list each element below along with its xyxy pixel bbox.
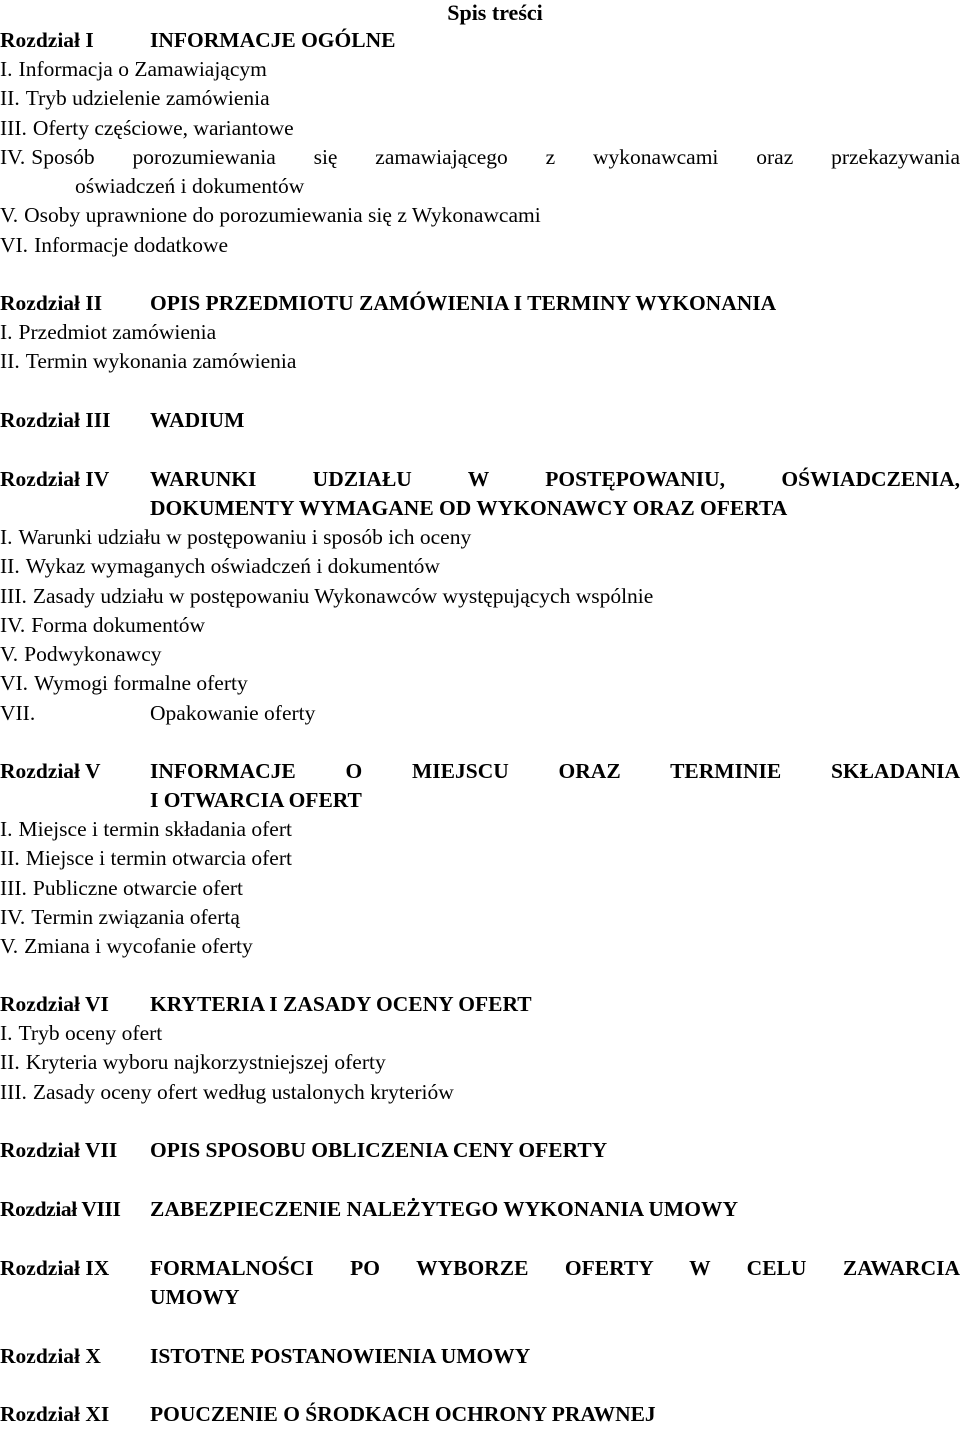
- toc-item: [0, 874, 960, 903]
- toc-item: [0, 114, 960, 143]
- chapter-title: FORMALNOŚCI PO WYBORZE OFERTY W CELU ZAWARCIA: [150, 1256, 960, 1280]
- chapter-heading: [0, 465, 960, 523]
- item-label-continuation: oświadczeń i dokumentów: [75, 174, 305, 199]
- chapter-title-wrap: [150, 465, 960, 523]
- chapter-title: OPIS PRZEDMIOTU ZAMÓWIENIA I TERMINY WYKONANIA: [150, 291, 777, 315]
- chapter-title-wrap: [150, 757, 960, 815]
- item-label: Informacja o Zamawiającym: [18, 57, 267, 81]
- item-label: Wymogi formalne oferty: [34, 671, 248, 696]
- chapter-title: WADIUM: [150, 408, 245, 432]
- toc-title: [0, 0, 960, 26]
- chapter-label: Rozdział I: [0, 28, 94, 52]
- item-label: Osoby uprawnione do porozumiewania się z Wykonawcami: [24, 203, 541, 228]
- toc-item: [0, 231, 960, 260]
- item-number: VI.: [0, 671, 29, 696]
- chapter-label: Rozdział II: [0, 291, 103, 315]
- chapter-title: ISTOTNE POSTANOWIENIA UMOWY: [150, 1344, 531, 1368]
- chapter-label: Rozdział X: [0, 1344, 101, 1368]
- item-number: II.: [0, 846, 20, 871]
- chapter-1: [0, 26, 960, 260]
- chapter-items: [0, 815, 960, 961]
- toc-item: [0, 84, 960, 113]
- item-label: Oferty częściowe, wariantowe: [32, 115, 294, 140]
- toc-item: [0, 318, 960, 347]
- item-number: VII.: [0, 700, 36, 725]
- item-number: I.: [0, 1021, 13, 1045]
- item-label: Kryteria wyboru najkorzystniejszej oferty: [25, 1050, 386, 1075]
- toc-item: [0, 815, 960, 844]
- toc-item: [0, 903, 960, 932]
- toc-item: [0, 669, 960, 698]
- item-number: II.: [0, 86, 20, 111]
- item-number: V.: [0, 642, 19, 667]
- item-number: I.: [0, 817, 13, 841]
- chapter-8: [0, 1195, 960, 1224]
- chapter-items: [0, 318, 960, 377]
- item-number: III.: [0, 115, 27, 140]
- chapter-label: Rozdział XI: [0, 1402, 110, 1426]
- toc-item: [0, 55, 960, 84]
- chapter-label: Rozdział III: [0, 408, 111, 432]
- toc-title-text: Spis treści: [447, 0, 543, 25]
- chapter-heading: [0, 1136, 960, 1165]
- item-label: Zasady udziału w postępowaniu Wykonawców występujących wspólnie: [32, 583, 654, 608]
- chapter-heading: [0, 289, 960, 318]
- toc-item: [0, 611, 960, 640]
- item-label: Tryb oceny ofert: [18, 1021, 163, 1045]
- toc-item: [0, 201, 960, 230]
- item-label: Zmiana i wycofanie oferty: [24, 934, 253, 959]
- item-number: III.: [0, 875, 27, 900]
- toc-item: [0, 143, 960, 172]
- chapter-heading: [0, 26, 960, 55]
- chapter-heading: [0, 1400, 960, 1429]
- chapter-label: Rozdział IX: [0, 1256, 110, 1280]
- chapter-4: [0, 465, 960, 728]
- item-number: II.: [0, 349, 20, 374]
- item-label: Przedmiot zamówienia: [18, 320, 217, 344]
- toc-item: [0, 844, 960, 873]
- toc-item: [0, 640, 960, 669]
- item-number: III.: [0, 583, 27, 608]
- chapter-6: [0, 990, 960, 1107]
- chapter-label: Rozdział IV: [0, 467, 110, 491]
- item-number: I.: [0, 57, 13, 81]
- toc-item: [0, 347, 960, 376]
- chapter-heading: [0, 1254, 960, 1312]
- chapter-items: [0, 1019, 960, 1107]
- toc-item: [0, 932, 960, 961]
- chapter-title-line2: UMOWY: [150, 1285, 240, 1309]
- chapter-title: ZABEZPIECZENIE NALEŻYTEGO WYKONANIA UMOWY: [150, 1197, 738, 1221]
- chapter-2: [0, 289, 960, 377]
- item-number: VI.: [0, 232, 29, 257]
- toc-item: [0, 1019, 960, 1048]
- chapter-heading: [0, 406, 960, 435]
- chapter-heading: [0, 757, 960, 815]
- item-label: Termin związania ofertą: [31, 904, 240, 929]
- item-label: Tryb udzielenie zamówienia: [25, 86, 270, 111]
- item-label: Termin wykonania zamówienia: [25, 349, 297, 374]
- toc-item: [0, 699, 960, 728]
- chapter-title-line2: DOKUMENTY WYMAGANE OD WYKONAWCY ORAZ OFERTA: [150, 496, 788, 520]
- toc-item: [0, 1048, 960, 1077]
- chapter-7: [0, 1136, 960, 1165]
- chapter-title: OPIS SPOSOBU OBLICZENIA CENY OFERTY: [150, 1138, 608, 1162]
- item-number: IV.: [0, 144, 26, 169]
- item-number: IV.: [0, 612, 26, 637]
- item-label: Podwykonawcy: [24, 642, 162, 667]
- chapter-heading: [0, 1195, 960, 1224]
- item-label: Publiczne otwarcie ofert: [32, 875, 243, 900]
- item-label: Wykaz wymaganych oświadczeń i dokumentów: [25, 554, 440, 579]
- chapter-items: [0, 55, 960, 260]
- item-number: II.: [0, 1050, 20, 1075]
- item-label: Miejsce i termin otwarcia ofert: [25, 846, 292, 871]
- chapter-heading: [0, 990, 960, 1019]
- chapter-items: [0, 523, 960, 728]
- item-number: V.: [0, 203, 19, 228]
- chapter-label: Rozdział V: [0, 759, 101, 783]
- toc-item: [0, 552, 960, 581]
- item-label: Opakowanie oferty: [150, 700, 316, 725]
- item-label: Miejsce i termin składania ofert: [18, 817, 292, 841]
- chapter-3: [0, 406, 960, 435]
- item-label: Informacje dodatkowe: [34, 232, 229, 257]
- chapter-5: [0, 757, 960, 961]
- chapter-9: [0, 1254, 960, 1312]
- chapter-label: Rozdział VIII: [0, 1197, 121, 1221]
- chapter-heading: [0, 1342, 960, 1371]
- item-label: Forma dokumentów: [31, 612, 206, 637]
- chapter-label: Rozdział VI: [0, 992, 109, 1016]
- chapter-title: WARUNKI UDZIAŁU W POSTĘPOWANIU, OŚWIADCZENIA,: [150, 467, 960, 491]
- toc-item: [0, 582, 960, 611]
- item-number: III.: [0, 1079, 27, 1104]
- chapter-title: INFORMACJE O MIEJSCU ORAZ TERMINIE SKŁADANIA: [150, 759, 960, 783]
- item-number: I.: [0, 525, 13, 549]
- chapter-title: KRYTERIA I ZASADY OCENY OFERT: [150, 992, 532, 1016]
- item-number: I.: [0, 320, 13, 344]
- chapter-10: [0, 1342, 960, 1371]
- item-number: IV.: [0, 904, 26, 929]
- item-label: Zasady oceny ofert według ustalonych kryteriów: [32, 1079, 454, 1104]
- toc-item: [0, 523, 960, 552]
- chapter-title-line2: I OTWARCIA OFERT: [150, 788, 362, 812]
- chapter-11: [0, 1400, 960, 1429]
- chapter-title-wrap: [150, 1254, 960, 1312]
- item-label: Sposób porozumiewania się zamawiającego z wykonawcami oraz przekazywania: [31, 144, 960, 169]
- chapter-title: INFORMACJE OGÓLNE: [150, 28, 396, 52]
- chapter-label: Rozdział VII: [0, 1138, 118, 1162]
- chapter-title: POUCZENIE O ŚRODKACH OCHRONY PRAWNEJ: [150, 1402, 656, 1426]
- toc-item: [0, 1078, 960, 1107]
- item-number: V.: [0, 934, 19, 959]
- item-number: II.: [0, 554, 20, 579]
- item-label: Warunki udziału w postępowaniu i sposób ich oceny: [18, 525, 472, 549]
